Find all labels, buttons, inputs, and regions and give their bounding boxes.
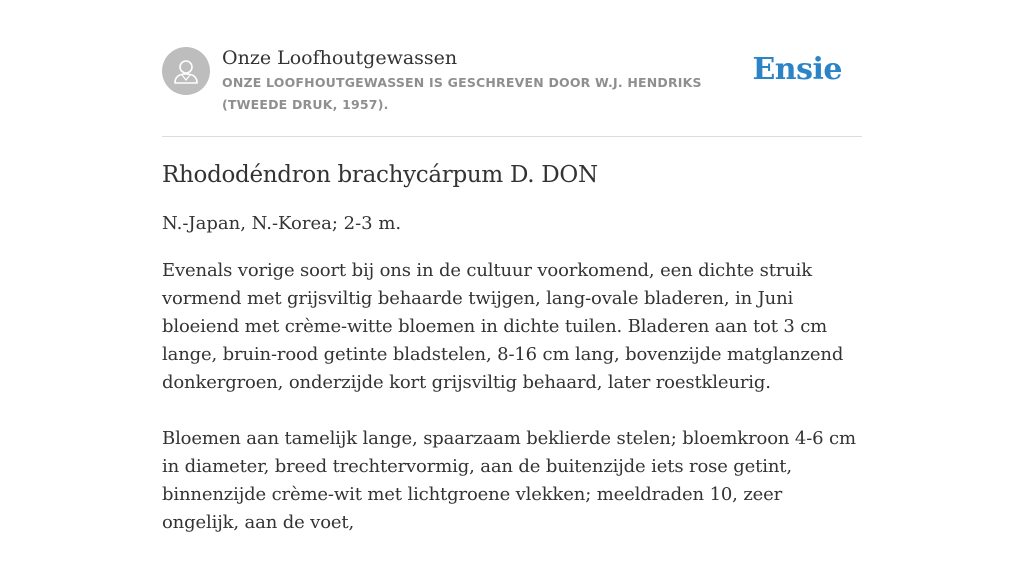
article-body	[162, 257, 864, 537]
publication-description: ONZE LOOFHOUTGEWASSEN IS GESCHREVEN DOOR W.J. HENDRIKS (TWEEDE DRUK, 1957).	[222, 75, 702, 112]
article	[162, 158, 864, 565]
publication-title[interactable]: Onze Loofhoutgewassen	[222, 47, 458, 69]
article-paragraph: Bloemen aan tamelijk lange, spaarzaam beklierde stelen; bloemkroon 4-6 cm in diameter, breed trechtervormig, aan de buitenzijde iets rose getint, binnenzijde crème-wit met lichtgroene vlekken; meeldraden 10, zeer ongelijk, aan de voet,	[162, 428, 856, 533]
avatar[interactable]	[162, 47, 210, 95]
publication-header	[162, 46, 862, 137]
article-subtitle: N.-Japan, N.-Korea; 2-3 m.	[162, 213, 402, 234]
article-paragraph: Evenals vorige soort bij ons in de cultuur voorkomend, een dichte struik vormend met grijsviltig behaarde twijgen, lang-ovale bladeren, in Juni bloeiend met crème-witte bloemen in dichte tuilen. Bladeren aan tot 3 cm lange, bruin-rood getinte bladstelen, 8-16 cm lang, bovenzijde matglanzend donkergroen, onderzijde kort grijsviltig behaard, later roestkleurig.	[162, 260, 844, 393]
user-icon	[162, 47, 210, 95]
ensie-logo[interactable]: Ensie	[752, 52, 842, 87]
article-title: Rhododéndron brachycárpum D. DON	[162, 162, 598, 188]
